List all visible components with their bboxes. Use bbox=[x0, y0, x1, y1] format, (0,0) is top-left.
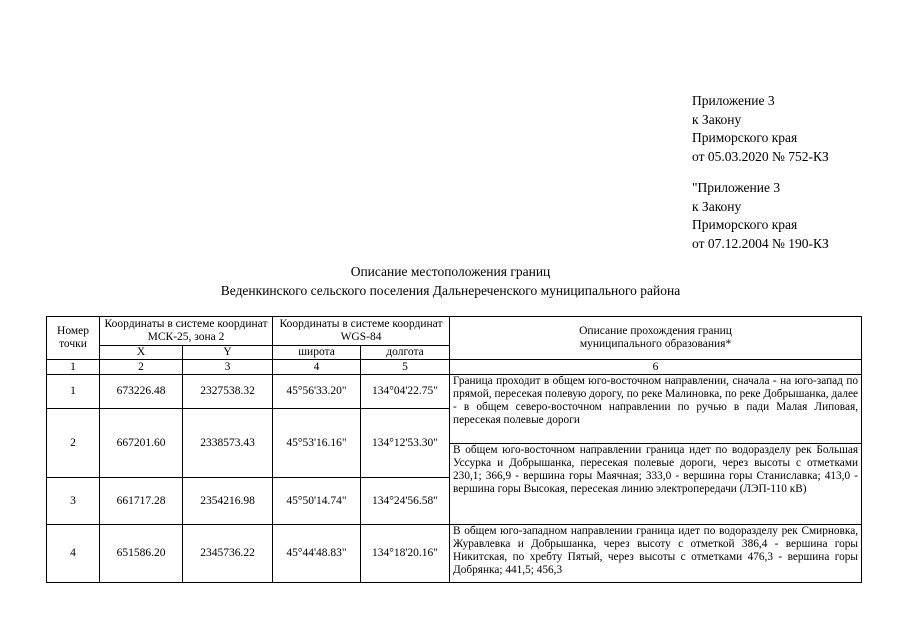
document-title: Описание местоположения границ bbox=[350, 264, 551, 279]
column-number: 2 bbox=[100, 360, 183, 375]
header-latitude: широта bbox=[273, 346, 361, 360]
header-y: Y bbox=[183, 346, 273, 360]
point-number: 1 bbox=[47, 375, 100, 409]
appendix-line: к Закону bbox=[692, 198, 742, 214]
longitude: 134°12'53.30" bbox=[361, 409, 450, 478]
appendix-line: к Закону bbox=[692, 111, 742, 127]
coord-x: 651586.20 bbox=[100, 525, 183, 583]
point-number: 3 bbox=[47, 478, 100, 525]
longitude: 134°24'56.58" bbox=[361, 478, 450, 525]
header-x: X bbox=[100, 346, 183, 360]
boundary-coordinates-table bbox=[46, 316, 862, 583]
coord-y: 2327538.32 bbox=[183, 375, 273, 409]
longitude: 134°04'22.75" bbox=[361, 375, 450, 409]
coord-y: 2338573.43 bbox=[183, 409, 273, 478]
coord-x: 661717.28 bbox=[100, 478, 183, 525]
appendix-line: "Приложение 3 bbox=[692, 180, 781, 195]
appendix-original-reference bbox=[692, 179, 829, 253]
appendix-line: от 05.03.2020 № 752-КЗ bbox=[692, 148, 829, 164]
appendix-current-reference bbox=[692, 92, 829, 166]
boundary-segment-description: Граница проходит в общем юго-восточном направлении, сначала - на юго-запад по прямой, пересекая полевую дорогу, по реке Малиновка, по реке Добрышанка, далее - в общем северо-восточном направлении по ручью в пади Малая Липовая, пересекая полевые дороги bbox=[450, 375, 862, 444]
boundary-segment-description: В общем юго-западном направлении граница идет по водоразделу рек Смирновка, Журавлевка и Добрышанка, через высоту с отметкой 386,4 - вершина горы Никитская, по хребту Пятый, через высоты с отметками 476,3 - вершина горы Добрянка; 441,5; 456,3 bbox=[450, 525, 862, 583]
coord-y: 2354216.98 bbox=[183, 478, 273, 525]
column-number: 6 bbox=[450, 360, 862, 375]
coord-y: 2345736.22 bbox=[183, 525, 273, 583]
header-longitude: долгота bbox=[361, 346, 450, 360]
appendix-line: Приморского края bbox=[692, 130, 798, 145]
coord-x: 667201.60 bbox=[100, 409, 183, 478]
latitude: 45°56'33.20" bbox=[273, 375, 361, 409]
column-number: 5 bbox=[361, 360, 450, 375]
appendix-line: Приморского края bbox=[692, 217, 798, 232]
boundary-segment-description: В общем юго-восточном направлении граница идет по водоразделу рек Большая Уссурка и Добрышанка, пересекая полевые дороги, через высоты с отметками 230,1; 366,9 - вершина горы Маячная; 333,0 - вершина горы Станиславка; 413,0 - вершина горы Высокая, пересекая линию электропередачи (ЛЭП-110 кВ) bbox=[450, 444, 862, 525]
column-number: 4 bbox=[273, 360, 361, 375]
column-number: 3 bbox=[183, 360, 273, 375]
document-subtitle: Веденкинского сельского поселения Дальнереченского муниципального района bbox=[220, 283, 681, 298]
latitude: 45°44'48.83" bbox=[273, 525, 361, 583]
point-number: 2 bbox=[47, 409, 100, 478]
header-point-number: Номер точки bbox=[47, 317, 100, 360]
latitude: 45°53'16.16" bbox=[273, 409, 361, 478]
latitude: 45°50'14.74" bbox=[273, 478, 361, 525]
appendix-line: от 07.12.2004 № 190-КЗ bbox=[692, 235, 829, 251]
point-number: 4 bbox=[47, 525, 100, 583]
header-description: Описание прохождения границ муниципального образования* bbox=[450, 317, 862, 360]
header-wgs-coordinates: Координаты в системе координат WGS-84 bbox=[273, 317, 450, 346]
column-number: 1 bbox=[47, 360, 100, 375]
header-msk-coordinates: Координаты в системе координат МСК-25, зона 2 bbox=[100, 317, 273, 346]
coord-x: 673226.48 bbox=[100, 375, 183, 409]
appendix-line: Приложение 3 bbox=[692, 93, 775, 108]
longitude: 134°18'20.16" bbox=[361, 525, 450, 583]
